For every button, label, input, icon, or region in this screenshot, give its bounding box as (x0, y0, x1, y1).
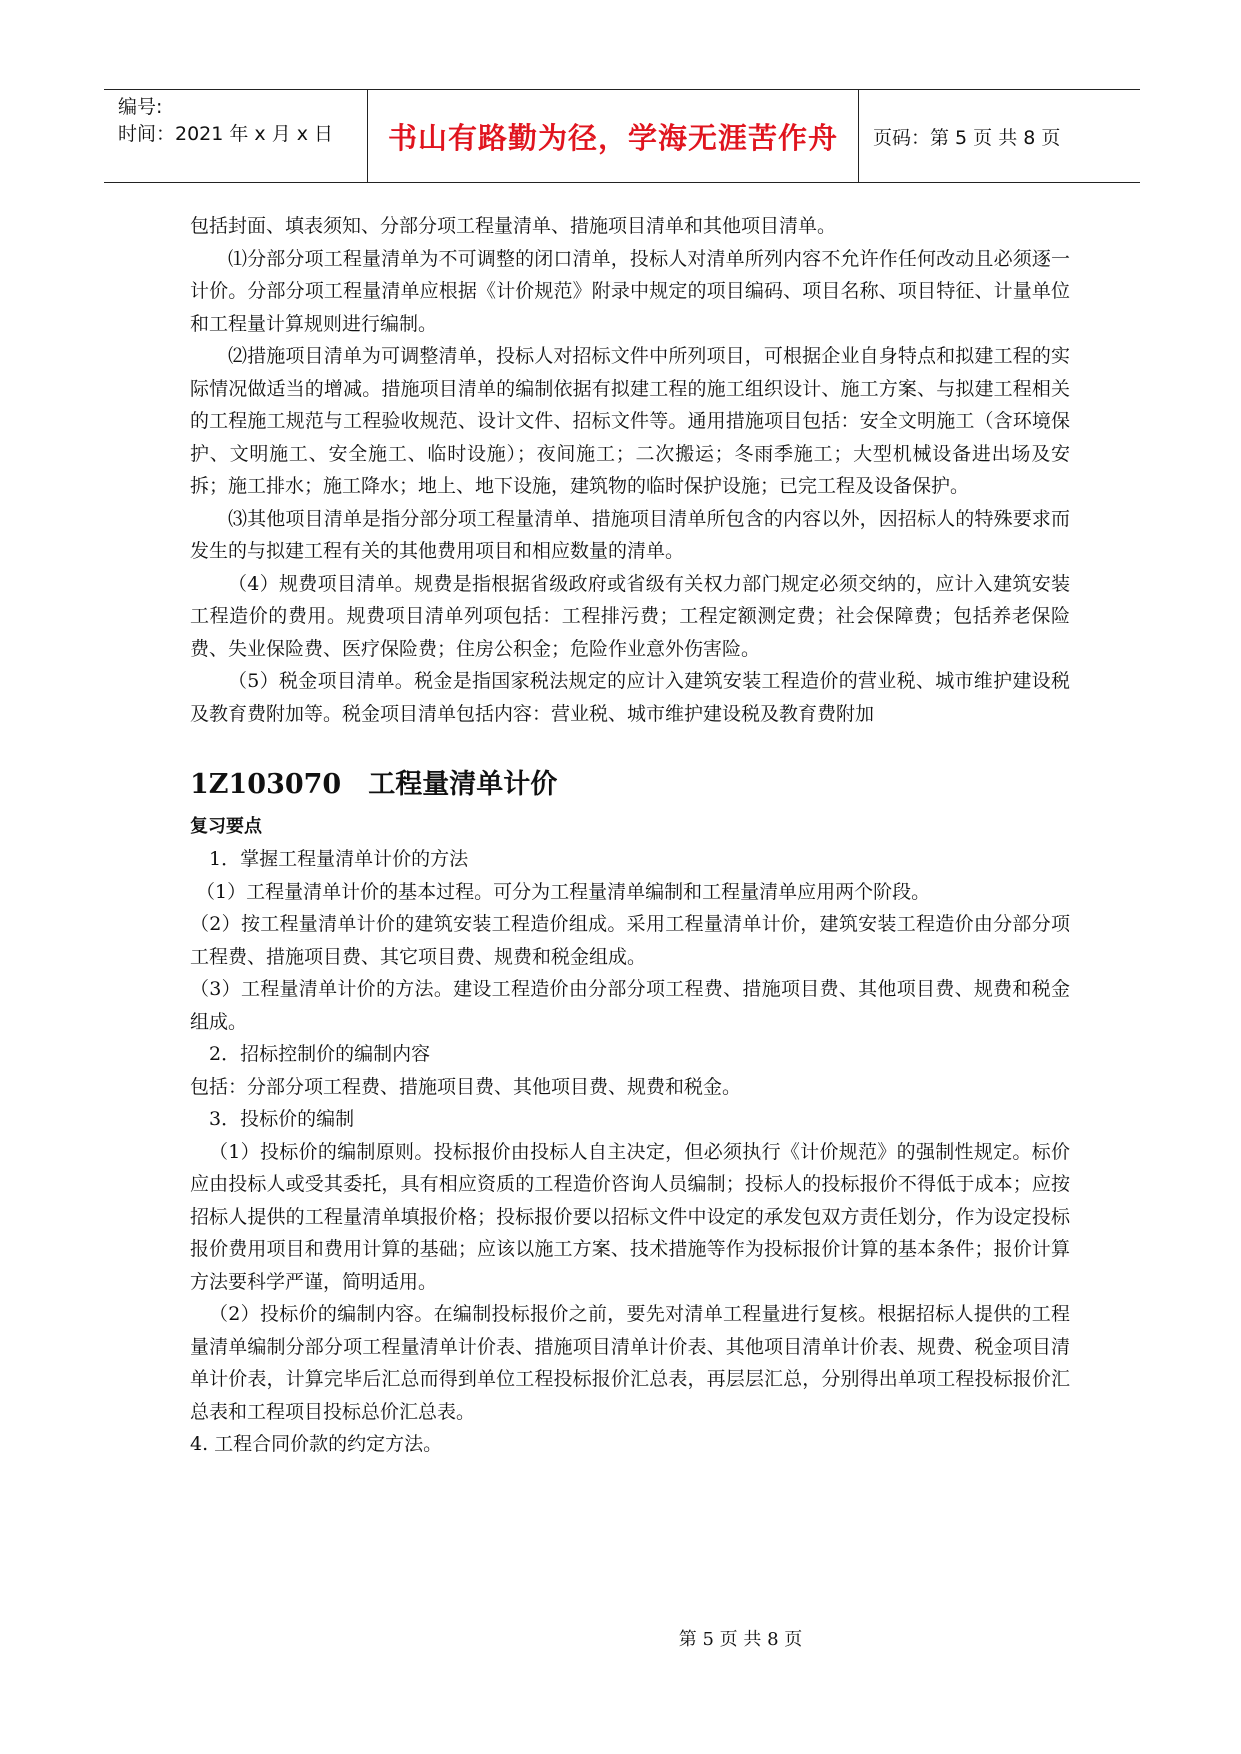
review-item-3a: （1）投标价的编制原则。投标报价由投标人自主决定，但必须执行《计价规范》的强制性规定。标价应由投标人或受其委托，具有相应资质的工程造价咨询人员编制；投标人的投标报价不得低于成本；应按招标人提供的工程量清单填报价格；投标报价要以招标文件中设定的承发包双方责任划分，作为设定投标报价费用项目和费用计算的基础；应该以施工方案、技术措施等作为投标报价计算的基本条件；报价计算方法要科学严谨，简明适用。 (190, 1140, 1070, 1293)
review-item-1: 1．掌握工程量清单计价的方法 (209, 848, 469, 870)
review-item-1b: （2）按工程量清单计价的建筑安装工程造价组成。采用工程量清单计价，建筑安装工程造价由分部分项工程费、措施项目费、其它项目费、规费和税金组成。 (190, 913, 1070, 968)
footer-page-number: 第 5 页 共 8 页 (678, 1629, 803, 1650)
review-item-2: 2．招标控制价的编制内容 (209, 1043, 431, 1065)
review-item-1c: （3）工程量清单计价的方法。建设工程造价由分部分项工程费、措施项目费、其他项目费、规费和税金组成。 (190, 978, 1070, 1033)
header-meta (104, 90, 368, 182)
review-item-1a: （1）工程量清单计价的基本过程。可分为工程量清单编制和工程量清单应用两个阶段。 (196, 880, 931, 903)
intro-paragraph: 包括封面、填表须知、分部分项工程量清单、措施项目清单和其他项目清单。 (190, 215, 837, 237)
header-motto: 书山有路勤为径，学海无涯苦作舟 (387, 120, 838, 155)
paragraph-2: ⑵措施项目清单为可调整清单，投标人对招标文件中所列项目，可根据企业自身特点和拟建工程的实际情况做适当的增减。措施项目清单的编制依据有拟建工程的施工组织设计、施工方案、与拟建工程相关的工程施工规范与工程验收规范、设计文件、招标文件等。通用措施项目包括：安全文明施工（含环境保护、文明施工、安全施工、临时设施）；夜间施工；二次搬运；冬雨季施工；大型机械设备进出场及安拆；施工排水；施工降水；地上、地下设施，建筑物的临时保护设施；已完工程及设备保护。 (190, 345, 1070, 497)
section-title: 1Z103070 工程量清单计价 (190, 769, 558, 800)
review-item-2a: 包括：分部分项工程费、措施项目费、其他项目费、规费和税金。 (190, 1075, 742, 1098)
review-heading: 复习要点 (190, 816, 262, 837)
review-item-3: 3．投标价的编制 (209, 1108, 355, 1130)
document-number-label: 编号: (118, 96, 163, 118)
paragraph-1: ⑴分部分项工程量清单为不可调整的闭口清单，投标人对清单所列内容不允许作任何改动且必须逐一计价。分部分项工程量清单应根据《计价规范》附录中规定的项目编码、项目名称、项目特征、计量单位和工程量计算规则进行编制。 (190, 247, 1070, 335)
header-page-cell (859, 90, 1140, 182)
header-page-label: 页码：第 5 页 共 8 页 (873, 126, 1061, 149)
header-motto-cell (368, 90, 859, 182)
document-body (190, 210, 1070, 1461)
page-header (104, 89, 1140, 183)
review-item-3b: （2）投标价的编制内容。在编制投标报价之前，要先对清单工程量进行复核。根据招标人提供的工程量清单编制分部分项工程量清单计价表、措施项目清单计价表、其他项目清单计价表、规费、税金项目清单计价表，计算完毕后汇总而得到单位工程投标报价汇总表，再层层汇总，分别得出单项工程投标报价汇总表和工程项目投标总价汇总表。 (190, 1303, 1070, 1423)
page-footer (0, 1625, 1241, 1651)
review-item-4: 4. 工程合同价款的约定方法。 (190, 1433, 443, 1455)
document-time-label: 时间：2021 年 x 月 x 日 (118, 123, 334, 145)
paragraph-3: ⑶其他项目清单是指分部分项工程量清单、措施项目清单所包含的内容以外，因招标人的特殊要求而发生的与拟建工程有关的其他费用项目和相应数量的清单。 (190, 507, 1070, 562)
paragraph-4: （4）规费项目清单。规费是指根据省级政府或省级有关权力部门规定必须交纳的，应计入建筑安装工程造价的费用。规费项目清单列项包括：工程排污费；工程定额测定费；社会保障费；包括养老保险费、失业保险费、医疗保险费；住房公积金；危险作业意外伤害险。 (190, 572, 1070, 660)
paragraph-5: （5）税金项目清单。税金是指国家税法规定的应计入建筑安装工程造价的营业税、城市维护建设税及教育费附加等。税金项目清单包括内容：营业税、城市维护建设税及教育费附加 (190, 670, 1070, 725)
